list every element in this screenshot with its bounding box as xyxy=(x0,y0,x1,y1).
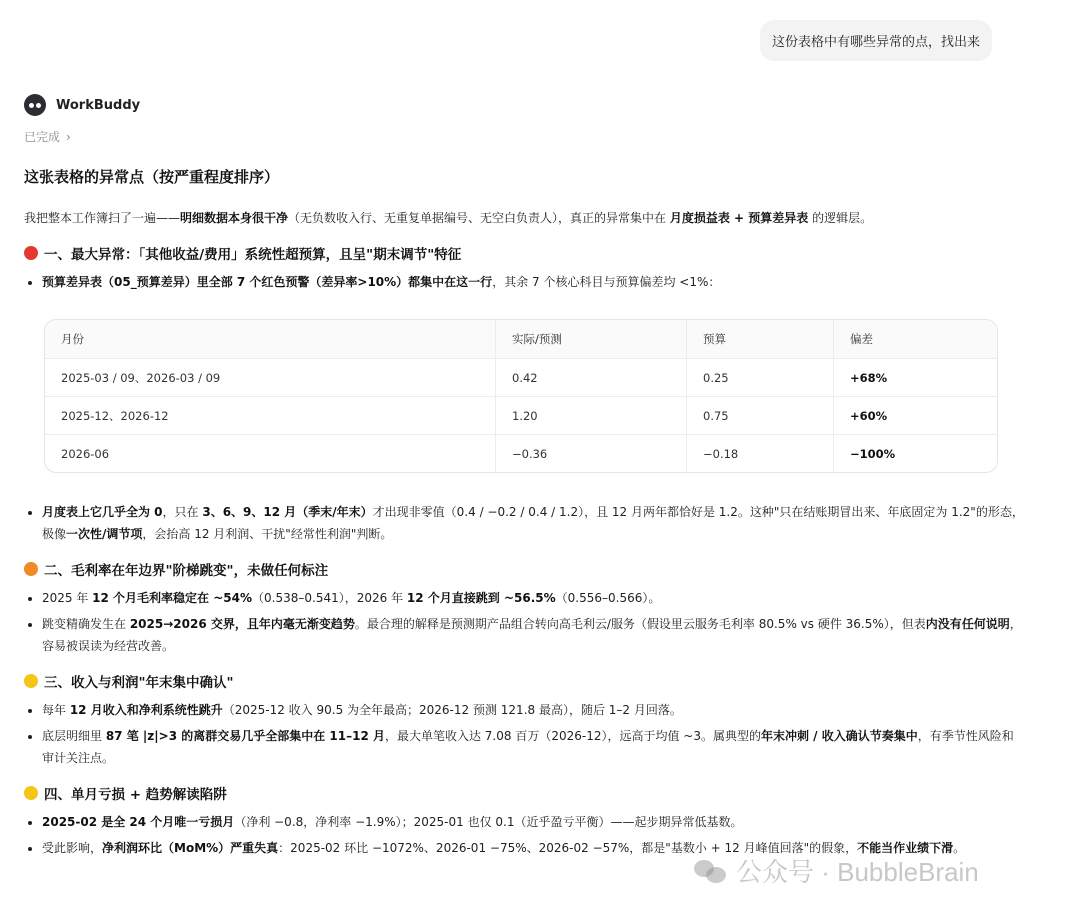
table-cell: 2026-06 xyxy=(45,435,496,473)
bold-text: 87 笔 |z|>3 的离群交易几乎全部集中在 11–12 月 xyxy=(105,729,385,743)
bold-text: 内没有任何说明 xyxy=(925,617,1010,631)
user-message-bubble: 这份表格中有哪些异常的点，找出来 xyxy=(760,20,992,61)
bold-text: 年末冲刺 / 收入确认节奏集中 xyxy=(760,729,918,743)
section-title: 一、最大异常：「其他收益/费用」系统性超预算，且呈"期末调节"特征 xyxy=(44,247,462,263)
text: 。最合理的解释是预测期产品组合转向高毛利云/服务（假设里云服务毛利率 80.5% vs 硬件 36.5%），但表 xyxy=(354,617,926,631)
column-header: 预算 xyxy=(687,320,834,359)
text: 。 xyxy=(953,841,966,855)
table-cell: 0.75 xyxy=(687,397,834,435)
section-heading-2 xyxy=(24,559,1024,579)
bold-text: 月度表上它几乎全为 0 xyxy=(42,505,163,519)
text: 2025 年 xyxy=(42,591,93,605)
section-3-list xyxy=(24,699,1024,769)
list-item xyxy=(42,501,1024,545)
table-cell: 1.20 xyxy=(496,397,687,435)
text: （净利 −0.8，净利率 −1.9%）；2025-01 也仅 0.1（近乎盈亏平衡）——起步期异常低基数。 xyxy=(234,815,743,829)
list-item xyxy=(42,811,1024,833)
intro-bold: 明细数据本身很干净 xyxy=(180,211,289,225)
column-header: 实际/预测 xyxy=(496,320,687,359)
section-2-list xyxy=(24,587,1024,657)
text: 底层明细里 xyxy=(42,729,106,743)
intro-bold: 月度损益表 + 预算差异表 xyxy=(669,211,809,225)
bold-text: 预算差异表（05_预算差异）里全部 7 个红色预警（差异率>10%）都集中在这一行 xyxy=(42,275,493,289)
yellow-circle-icon xyxy=(24,674,38,688)
bold-text: 12 个月毛利率稳定在 ~54% xyxy=(92,591,253,605)
bold-text: 一次性/调节项 xyxy=(66,527,143,541)
list-item xyxy=(42,613,1024,657)
red-circle-icon xyxy=(24,246,38,260)
table-row xyxy=(45,397,997,435)
table-cell: −100% xyxy=(834,435,998,473)
text: （0.556–0.566）。 xyxy=(555,591,661,605)
table-row xyxy=(45,435,997,473)
status-label: 已完成 xyxy=(24,130,61,144)
agent-header xyxy=(24,94,140,116)
section-heading-1 xyxy=(24,243,1024,263)
section-1-list xyxy=(24,271,1024,293)
text: 跳变精确发生在 xyxy=(42,617,130,631)
bold-text: 3、6、9、12 月（季末/年末） xyxy=(202,505,373,519)
text: ：2025-02 环比 −1072%、2026-01 −75%、2026-02 −57%，都是"基数小 + 12 月峰值回落"的假象， xyxy=(278,841,858,855)
list-item xyxy=(42,725,1024,769)
intro-text: 的逻辑层。 xyxy=(808,211,873,225)
intro-paragraph xyxy=(24,209,1024,227)
intro-text: （无负数收入行、无重复单据编号、无空白负责人），真正的异常集中在 xyxy=(288,211,670,225)
table-cell: 2025-12、2026-12 xyxy=(45,397,496,435)
section-1-list-2 xyxy=(24,501,1024,545)
status-toggle[interactable] xyxy=(24,128,71,145)
section-title: 三、收入与利润"年末集中确认" xyxy=(44,675,234,691)
text: ，只在 xyxy=(162,505,203,519)
text: 每年 xyxy=(42,703,70,717)
bold-text: 12 月收入和净利系统性跳升 xyxy=(69,703,223,717)
text: 受此影响， xyxy=(42,841,103,855)
section-title: 四、单月亏损 + 趋势解读陷阱 xyxy=(44,787,227,803)
section-heading-4 xyxy=(24,783,1024,803)
bold-text: 净利润环比（MoM%）严重失真 xyxy=(102,841,279,855)
table-row xyxy=(45,359,997,397)
watermark xyxy=(694,852,979,889)
bold-text: 12 个月直接跳到 ~56.5% xyxy=(406,591,556,605)
list-item xyxy=(42,587,1024,609)
table-cell: −0.36 xyxy=(496,435,687,473)
chevron-right-icon: › xyxy=(66,129,71,144)
list-item xyxy=(42,271,1024,293)
text: ，最大单笔收入达 7.08 百万（2026-12），远高于均值 ~3。属典型的 xyxy=(384,729,761,743)
orange-circle-icon xyxy=(24,562,38,576)
agent-avatar-icon xyxy=(24,94,46,116)
text: ，其余 7 个核心科目与预算偏差均 <1%： xyxy=(492,275,721,289)
text: 才出现非零值（0.4 / −0.2 / 0.4 / 1.2），且 12 月两年都恰好是 1.2。这种"只在结账期冒出来、年底固定为 1.2"的形态，极像 xyxy=(42,505,1024,541)
text: （0.538–0.541），2026 年 xyxy=(252,591,407,605)
budget-variance-table xyxy=(44,319,998,473)
agent-name: WorkBuddy xyxy=(56,97,141,113)
watermark-text: 公众号 · BubbleBrain xyxy=(736,857,979,887)
list-item xyxy=(42,699,1024,721)
bold-text: 2025→2026 交界，且年内毫无渐变趋势 xyxy=(129,617,355,631)
wechat-icon xyxy=(694,858,728,884)
column-header: 偏差 xyxy=(834,320,998,359)
section-title: 二、毛利率在年边界"阶梯跳变"，未做任何标注 xyxy=(44,563,329,579)
table-cell: 2025-03 / 09、2026-03 / 09 xyxy=(61,370,221,385)
table-cell: 0.42 xyxy=(496,359,687,397)
text: ，容易被误读为经营改善。 xyxy=(42,617,1022,653)
section-heading-3 xyxy=(24,671,1024,691)
text: ，会抬高 12 月利润、干扰"经常性利润"判断。 xyxy=(142,527,393,541)
bold-text: 2025-02 是全 24 个月唯一亏损月 xyxy=(42,815,235,829)
intro-text: 我把整本工作簿扫了一遍—— xyxy=(24,211,181,225)
table-cell: −0.18 xyxy=(687,435,834,473)
table-cell: 0.25 xyxy=(687,359,834,397)
yellow-circle-icon xyxy=(24,786,38,800)
column-header: 月份 xyxy=(45,320,496,359)
table-cell: +68% xyxy=(834,359,998,397)
response-title: 这张表格的异常点（按严重程度排序） xyxy=(24,168,280,186)
text: （2025-12 收入 90.5 为全年最高；2026-12 预测 121.8 最高），随后 1–2 月回落。 xyxy=(222,703,682,717)
bold-text: 不能当作业绩下滑 xyxy=(857,841,954,855)
table-cell: +60% xyxy=(834,397,998,435)
response-content xyxy=(24,160,1024,863)
table-header-row xyxy=(45,320,997,359)
text: ，有季节性风险和审计关注点。 xyxy=(42,729,1014,765)
